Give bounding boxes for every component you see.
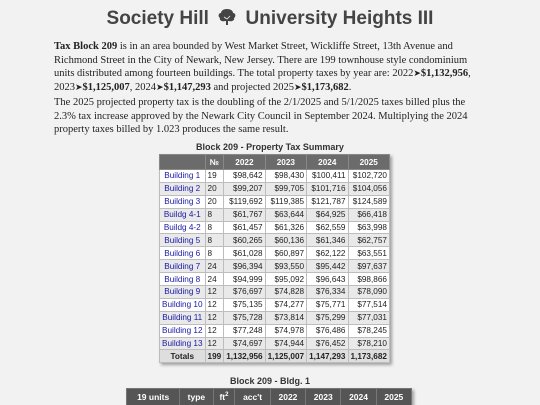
ft-sup: 2 [225, 392, 229, 399]
unit-count: 8 [205, 247, 224, 260]
title-left: Society Hill [106, 8, 209, 29]
table-row [160, 298, 390, 311]
tax-2022: $75,728 [224, 311, 265, 324]
projected-text: and projected [210, 81, 273, 93]
tax-2025: $63,998 [348, 221, 389, 234]
tax-2022: $76,697 [224, 286, 265, 299]
tax-2022: $94,999 [224, 273, 265, 286]
tax-2024: $75,299 [307, 311, 348, 324]
col-header-2022: 2022 [224, 155, 265, 170]
tax-2025: $97,637 [348, 260, 389, 273]
tax-2023: $73,814 [265, 311, 306, 324]
unit-count: 24 [205, 273, 224, 286]
tax-2023: $98,430 [265, 170, 306, 183]
table-row [160, 324, 390, 337]
arrow-icon: ➤ [413, 68, 421, 78]
bldg-1-table [126, 388, 412, 405]
tax-2024: $62,559 [307, 221, 348, 234]
tax-2022: $119,692 [224, 195, 265, 208]
tax-2023: $60,136 [265, 234, 306, 247]
unit-count: 12 [205, 337, 224, 350]
col-header-2023: 2023 [306, 389, 341, 405]
building-name[interactable]: Building 9 [160, 286, 206, 299]
arrow-icon: ➤ [75, 81, 83, 92]
year-2025: 2025 [272, 81, 294, 93]
tax-2022: $74,697 [224, 337, 265, 350]
unit-count: 12 [205, 311, 224, 324]
total-tax-2025: 1,173,682 [348, 350, 389, 363]
value-2024: $1,147,293 [163, 81, 211, 93]
arrow-icon: ➤ [293, 81, 302, 92]
tax-2025: $124,589 [348, 195, 389, 208]
tax-2023: $119,385 [265, 195, 306, 208]
col-header-2025: 2025 [348, 155, 389, 170]
col-header-type: type [180, 389, 213, 405]
intro-paragraph: Tax Block 209 is in an area bounded by West Market Street, Wickliffe Street, 13th Avenue and Richmond Street in the City of Newark, New Jersey. There are 199 townhouse style condominium units distributed among fourteen buildings. The total property taxes by year are: 2022➤$1,132,956, 2023➤$1,125,007, 2024➤$1,147,293 and projected 2025➤$1,173,682. [54, 41, 471, 93]
total-tax-2023: 1,125,007 [265, 350, 306, 363]
tax-2023: $63,644 [265, 208, 306, 221]
tax-2023: $60,897 [265, 247, 306, 260]
table-row [160, 311, 390, 324]
col-header-2025: 2025 [376, 389, 411, 405]
table-row [160, 221, 390, 234]
unit-count: 19 [205, 170, 224, 183]
tax-2024: $101,716 [307, 182, 348, 195]
tax-2022: $96,394 [224, 260, 265, 273]
ft-label: ft [219, 392, 226, 402]
tax-2022: $61,767 [224, 208, 265, 221]
summary-header-row [160, 155, 390, 170]
tax-2025: $104,056 [348, 182, 389, 195]
building-name[interactable]: Building 11 [160, 311, 206, 324]
tax-2025: $102,720 [348, 170, 389, 183]
table-row [160, 208, 390, 221]
building-name[interactable]: Building 3 [160, 195, 206, 208]
tax-2024: $62,122 [307, 247, 348, 260]
tax-2024: $95,442 [307, 260, 348, 273]
unit-count: 12 [205, 298, 224, 311]
col-header-2024: 2024 [307, 155, 348, 170]
unit-count: 20 [205, 195, 224, 208]
tax-2022: $77,248 [224, 324, 265, 337]
page-title [0, 8, 540, 32]
unit-count: 8 [205, 208, 224, 221]
year-2024: 2024 [135, 81, 157, 93]
tax-2024: $96,643 [307, 273, 348, 286]
tax-2025: $98,866 [348, 273, 389, 286]
unit-count: 24 [205, 260, 224, 273]
tax-2023: $74,828 [265, 286, 306, 299]
tax-2024: $76,452 [307, 337, 348, 350]
total-tax-2024: 1,147,293 [307, 350, 348, 363]
building-name[interactable]: Building 7 [160, 260, 206, 273]
table-row [160, 286, 390, 299]
tax-2025: $63,551 [348, 247, 389, 260]
building-name[interactable]: Building 10 [160, 298, 206, 311]
totals-row [160, 350, 390, 363]
total-unit-count: 199 [205, 350, 224, 363]
year-2023: 2023 [54, 81, 75, 93]
col-header-2024: 2024 [341, 389, 376, 405]
value-2023: $1,125,007 [82, 81, 130, 93]
building-name[interactable]: Building 8 [160, 273, 206, 286]
unit-count: 8 [205, 221, 224, 234]
unit-count: 12 [205, 286, 224, 299]
tax-2023: $74,978 [265, 324, 306, 337]
table-row [160, 182, 390, 195]
table-row [160, 195, 390, 208]
property-tax-summary-table [159, 154, 390, 363]
summary-table-caption: Block 209 - Property Tax Summary [196, 142, 344, 152]
arrow-icon: ➤ [156, 81, 164, 92]
tax-2022: $61,028 [224, 247, 265, 260]
table-row [160, 260, 390, 273]
col-header-ft2 [213, 389, 235, 405]
tax-2024: $61,346 [307, 234, 348, 247]
bldg-header-row [127, 389, 412, 405]
tax-block-lead: Tax Block 209 [54, 41, 118, 52]
col-header-units: 19 units [127, 389, 180, 405]
col-header-2023: 2023 [265, 155, 306, 170]
tax-2025: $78,245 [348, 324, 389, 337]
tax-2023: $95,092 [265, 273, 306, 286]
totals-label: Totals [160, 350, 206, 363]
table-row [160, 337, 390, 350]
col-header-account: acc't [235, 389, 270, 405]
tax-2023: $61,326 [265, 221, 306, 234]
unit-count: 20 [205, 182, 224, 195]
tax-2024: $76,486 [307, 324, 348, 337]
value-2025: $1,173,682 [301, 81, 349, 93]
tax-2023: $74,944 [265, 337, 306, 350]
tax-2025: $62,757 [348, 234, 389, 247]
tax-2023: $99,705 [265, 182, 306, 195]
unit-count: 12 [205, 324, 224, 337]
tax-2022: $61,457 [224, 221, 265, 234]
tax-2024: $76,334 [307, 286, 348, 299]
bldg-table-caption: Block 209 - Bldg. 1 [229, 376, 311, 386]
building-name[interactable]: Building 6 [160, 247, 206, 260]
tax-2025: $78,090 [348, 286, 389, 299]
tax-2022: $75,135 [224, 298, 265, 311]
tax-2023: $74,277 [265, 298, 306, 311]
building-name[interactable]: Building 13 [160, 337, 206, 350]
unit-count: 8 [205, 234, 224, 247]
table-row [160, 247, 390, 260]
tax-2024: $100,411 [307, 170, 348, 183]
tax-2025: $77,514 [348, 298, 389, 311]
table-row [160, 273, 390, 286]
col-header-2022: 2022 [270, 389, 305, 405]
building-name[interactable]: Buildg 4-1 [160, 208, 206, 221]
intro-text: is in an area bounded by West Market Street, Wickliffe Street, 13th Avenue and Richmond Street in the City of Newark, New Jersey. There are 199 townhouse style condominium units distributed among fourteen buildings. The total property taxes by year are: [54, 41, 468, 79]
table-row [160, 234, 390, 247]
col-header-building [160, 155, 206, 170]
building-name[interactable]: Building 5 [160, 234, 206, 247]
total-tax-2022: 1,132,956 [224, 350, 265, 363]
col-header-units: № [205, 155, 224, 170]
tax-2025: $78,210 [348, 337, 389, 350]
tax-2024: $64,925 [307, 208, 348, 221]
tax-2025: $77,031 [348, 311, 389, 324]
building-name[interactable]: Building 12 [160, 324, 206, 337]
title-right: University Heights III [245, 8, 434, 29]
tree-icon [217, 8, 237, 32]
building-name[interactable]: Building 1 [160, 170, 206, 183]
building-name[interactable]: Building 2 [160, 182, 206, 195]
tax-2024: $75,771 [307, 298, 348, 311]
tax-2025: $66,418 [348, 208, 389, 221]
building-name[interactable]: Buildg 4-2 [160, 221, 206, 234]
table-row [160, 170, 390, 183]
value-2022: $1,132,956 [420, 68, 469, 79]
tax-2022: $98,642 [224, 170, 265, 183]
year-2022: 2022 [392, 68, 414, 79]
projection-note: The 2025 projected property tax is the doubling of the 2/1/2025 and 5/1/2025 taxes billed plus the 2.3% tax increase approved by the Newark City Council in September 2024. Multiplying the 2024 property taxes billed by 1.023 produces the same result. [54, 97, 468, 135]
tax-2022: $60,265 [224, 234, 265, 247]
tax-2024: $121,787 [307, 195, 348, 208]
tax-2022: $99,207 [224, 182, 265, 195]
tax-2023: $93,550 [265, 260, 306, 273]
